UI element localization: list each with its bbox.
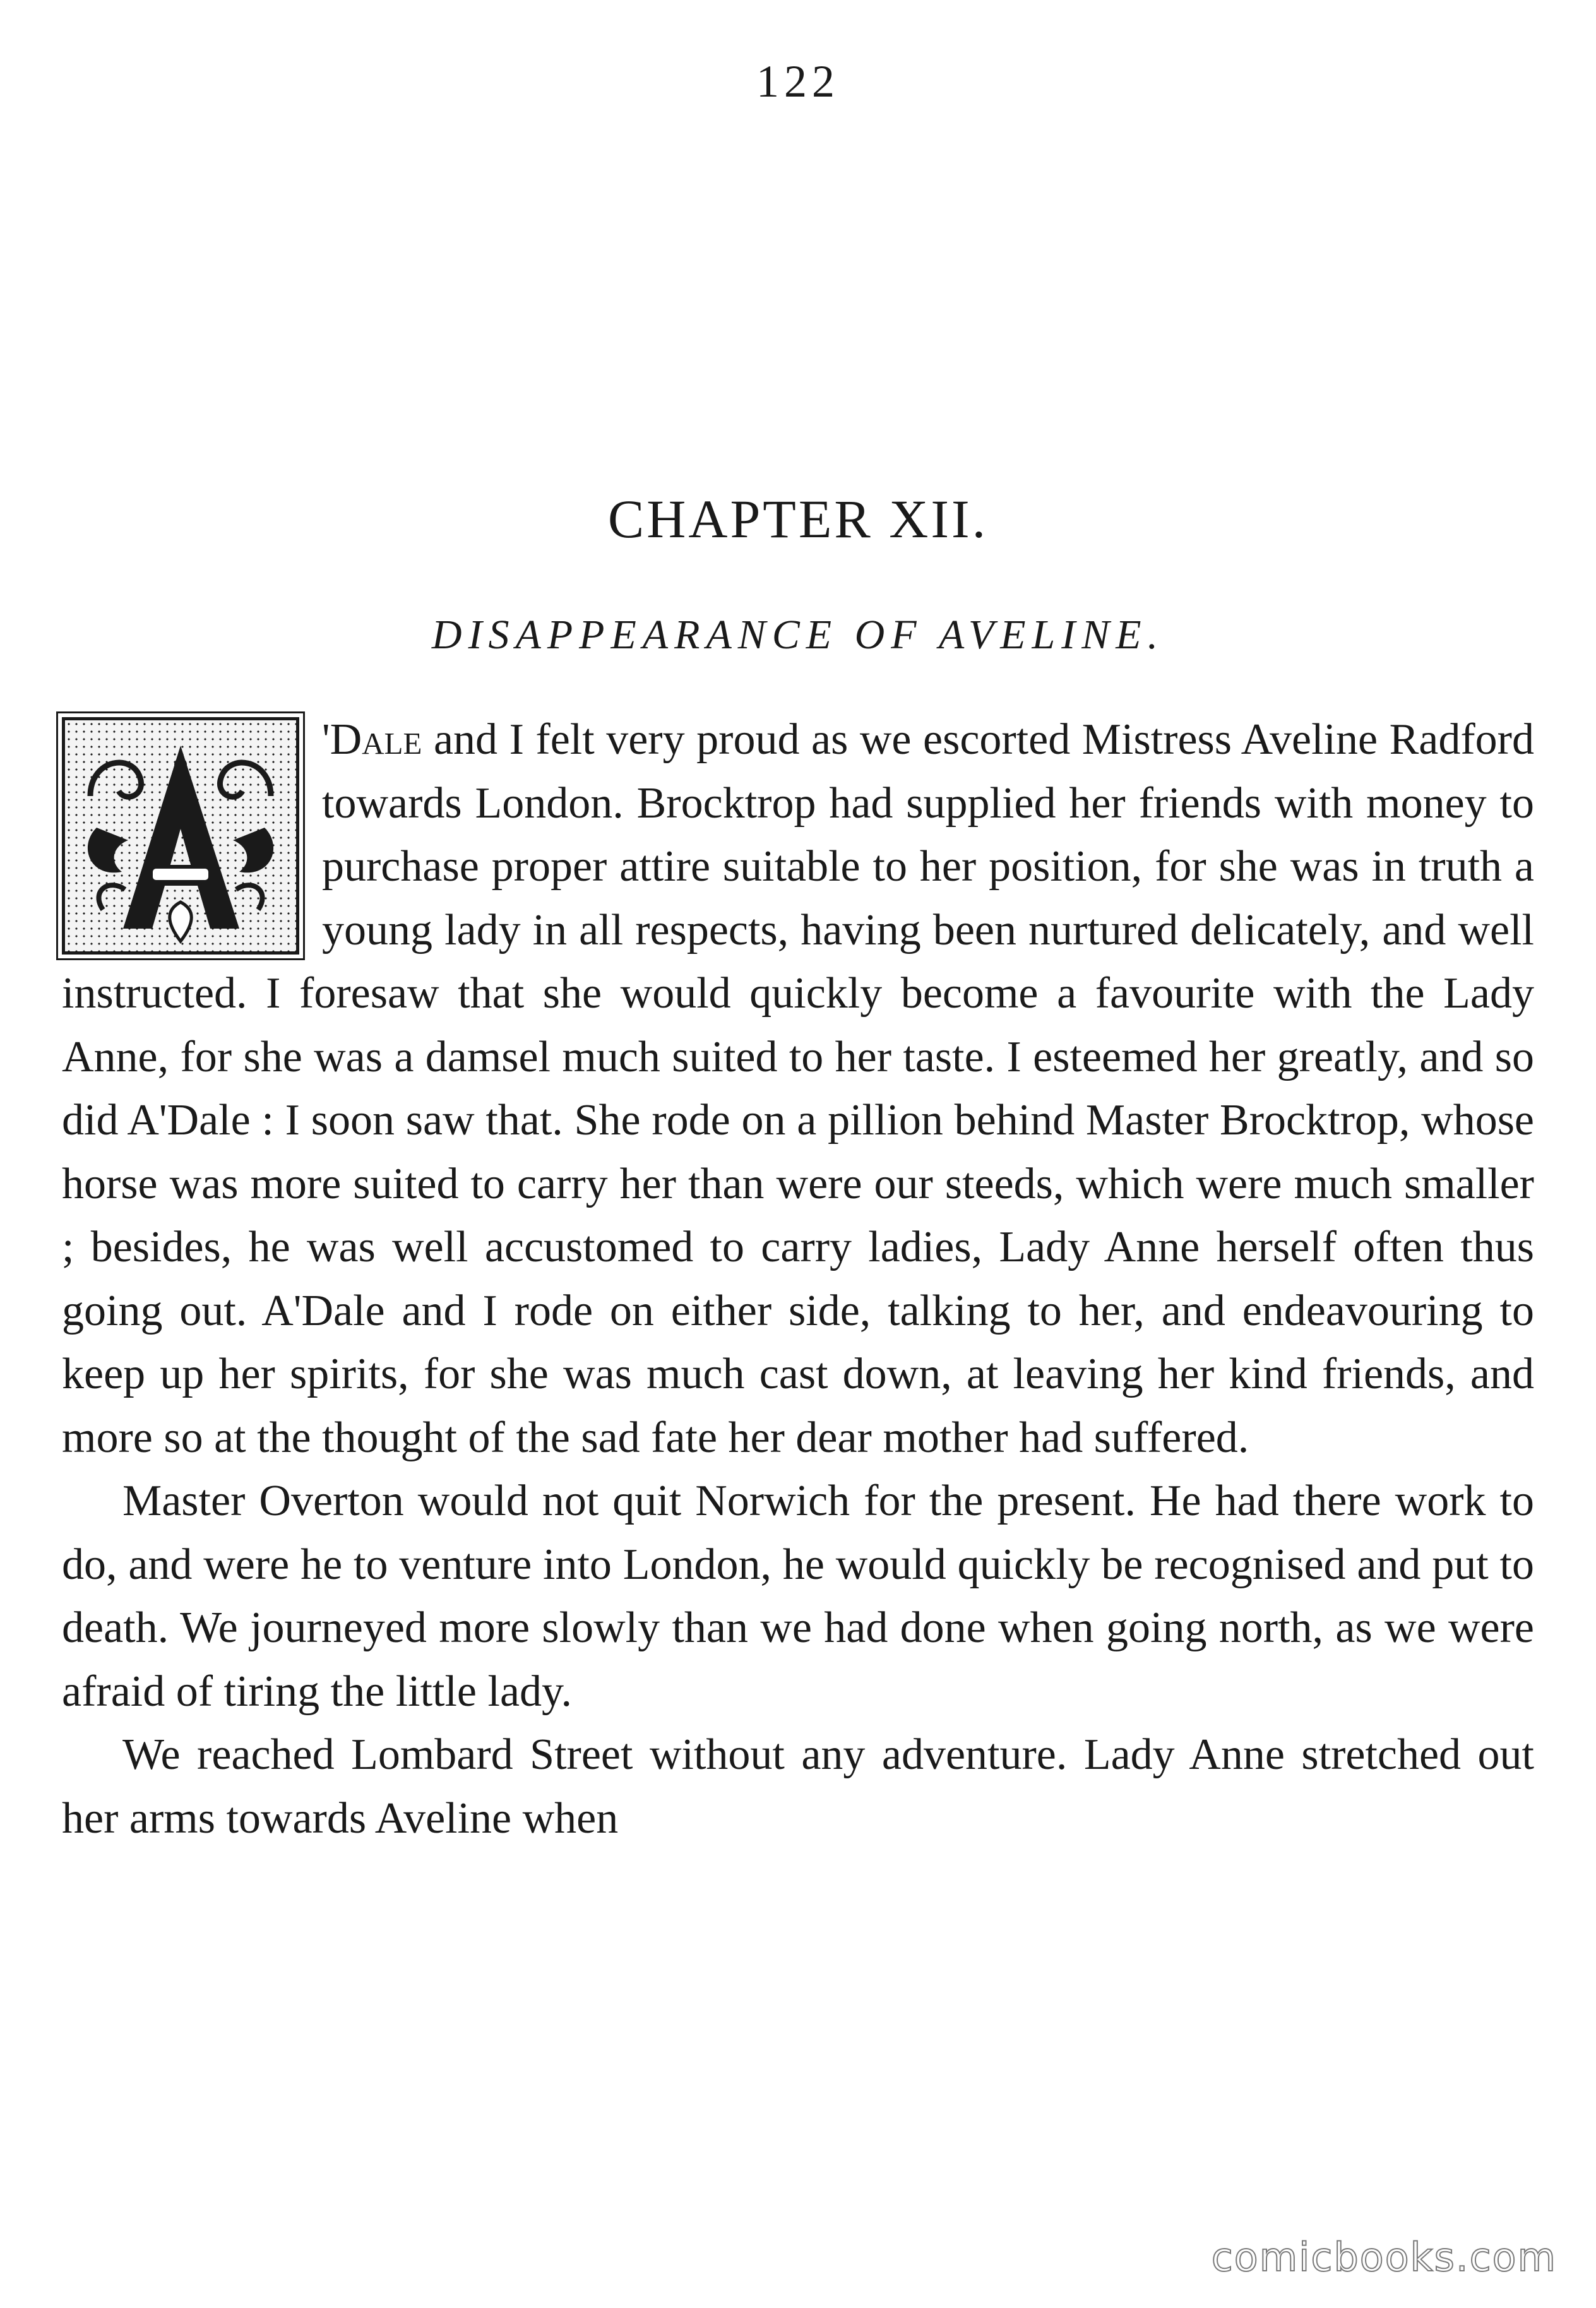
paragraph-3: We reached Lombard Street without any adventure. Lady Anne stretched out her arms towards Aveline when — [62, 1730, 1534, 1843]
chapter-subtitle: DISAPPEARANCE OF AVELINE. — [431, 612, 1165, 658]
chapter-body — [62, 708, 1534, 1850]
chapter-title: CHAPTER XII. — [607, 489, 989, 549]
paragraph-2: Master Overton would not quit Norwich for the present. He had there work to do, and were he to venture into London, he would quickly be recognised and put to death. We journeyed more slowly than we had done when going north, as we were afraid of tiring the little lady. — [62, 1477, 1534, 1716]
page-number: 122 — [756, 56, 840, 107]
ornamental-letter-a-icon — [62, 717, 299, 955]
lead-word: 'Dale — [322, 715, 422, 764]
watermark: comicbooks.com — [1211, 2234, 1557, 2280]
paragraph-1-text: and I felt very proud as we escorted Mistress Aveline Radford towards London. Brocktrop had supplied her friends with money to purchase proper attire suitable to her position, for she was in truth a young lady in all respects, having been nurtured delicately, and well instructed. I foresaw that she would quickly become a favourite with the Lady Anne, for she was a damsel much suited to her taste. I esteemed her greatly, and so did A'Dale : I soon saw that. She rode on a pillion behind Master Brocktrop, whose horse was more suited to carry her than were our steeds, which were much smaller ; besides, he was well accustomed to carry ladies, Lady Anne herself often thus going out. A'Dale and I rode on either side, talking to her, and endeavouring to keep up her spirits, for she was much cast down, at leaving her kind friends, and more so at the thought of the sad fate her dear mother had suffered. — [62, 715, 1534, 1462]
paragraph-1 — [62, 708, 1534, 1470]
